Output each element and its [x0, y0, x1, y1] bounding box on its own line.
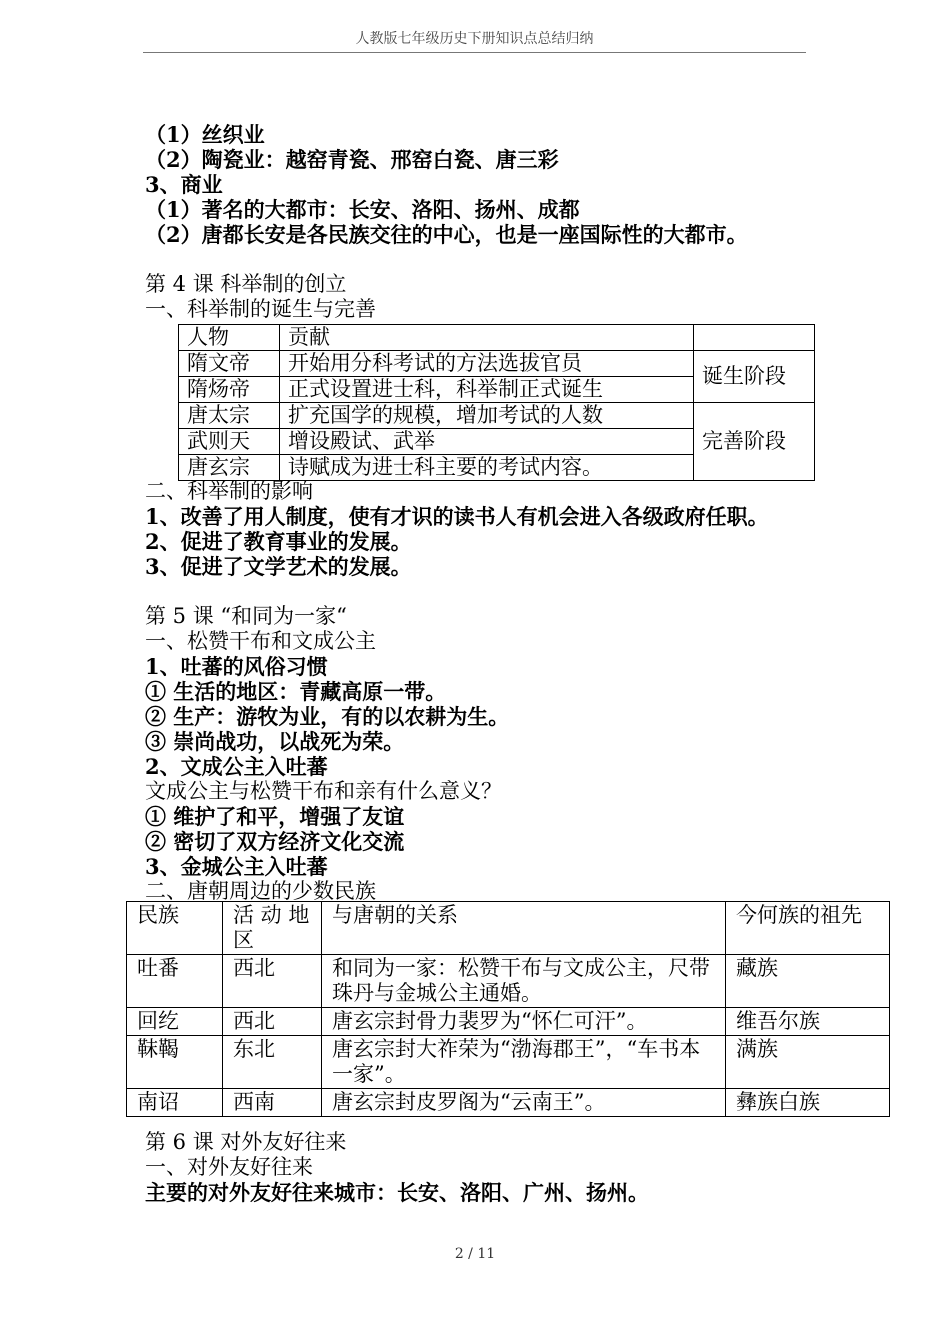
- ethnic-table: [126, 901, 890, 1117]
- text-line: ① 生活的地区：青藏高原一带。: [145, 679, 447, 704]
- stage-cell: 诞生阶段: [694, 351, 815, 403]
- ancestor-cell: 彝族白族: [726, 1089, 890, 1117]
- ethnic-cell: 靺鞨: [127, 1036, 223, 1089]
- lesson-4-part1-heading: 一、科举制的诞生与完善: [145, 297, 376, 321]
- ethnic-cell: 南诏: [127, 1089, 223, 1117]
- relation-cell: 唐玄宗封皮罗阁为“云南王”。: [322, 1089, 726, 1117]
- lesson-4-part2-heading: 二、科举制的影响: [145, 479, 313, 503]
- text-line: 文成公主与松赞干布和亲有什么意义？: [145, 779, 502, 803]
- keju-table: [178, 324, 815, 481]
- text-line: （1）丝织业: [145, 122, 265, 147]
- page-header: 人教版七年级历史下册知识点总结归纳: [143, 28, 806, 53]
- header-cell: 民族: [127, 902, 223, 955]
- header-cell: [694, 325, 815, 351]
- ancestor-cell: 藏族: [726, 955, 890, 1008]
- table-row: [127, 1008, 890, 1036]
- lesson-5-part1-heading: 一、松赞干布和文成公主: [145, 629, 376, 653]
- lesson-5-title: 第 5 课 “和同为一家“: [145, 604, 347, 628]
- person-cell: 唐太宗: [179, 403, 280, 429]
- region-cell: 西北: [223, 1008, 322, 1036]
- relation-cell: 唐玄宗封大祚荣为“渤海郡王”，“车书本一家”。: [322, 1036, 726, 1089]
- text-line: 3、商业: [145, 172, 223, 197]
- text-line: ① 维护了和平，增强了友谊: [145, 804, 405, 829]
- contribution-cell: 增设殿试、武举: [280, 429, 694, 455]
- person-cell: 武则天: [179, 429, 280, 455]
- person-cell: 隋文帝: [179, 351, 280, 377]
- document-body: [145, 122, 825, 322]
- region-cell: 西北: [223, 955, 322, 1008]
- contribution-cell: 正式设置进士科，科举制正式诞生: [280, 377, 694, 403]
- header-cell: 人物: [179, 325, 280, 351]
- header-cell: 贡献: [280, 325, 694, 351]
- text-line: ③ 崇尚战功，以战死为荣。: [145, 729, 405, 754]
- lesson-4-title: 第 4 课 科举制的创立: [145, 272, 347, 296]
- text-line: ② 生产：游牧为业，有的以农耕为生。: [145, 704, 510, 729]
- ancestor-cell: 维吾尔族: [726, 1008, 890, 1036]
- table-header-row: [179, 325, 815, 351]
- table-row: [127, 1036, 890, 1089]
- region-cell: 西南: [223, 1089, 322, 1117]
- document-body-3: [145, 1130, 825, 1205]
- text-line: ② 密切了双方经济文化交流: [145, 829, 405, 854]
- table-row: [179, 351, 815, 377]
- contribution-cell: 诗赋成为进士科主要的考试内容。: [280, 455, 694, 481]
- text-line: 主要的对外友好往来城市：长安、洛阳、广州、扬州。: [145, 1180, 649, 1205]
- text-line: 3、促进了文学艺术的发展。: [145, 554, 412, 579]
- relation-cell: 和同为一家：松赞干布与文成公主，尺带珠丹与金城公主通婚。: [322, 955, 726, 1008]
- header-cell: 活 动 地 区: [223, 902, 322, 955]
- header-cell: 与唐朝的关系: [322, 902, 726, 955]
- table-header-row: [127, 902, 890, 955]
- person-cell: 隋炀帝: [179, 377, 280, 403]
- lesson-6-title: 第 6 课 对外友好往来: [145, 1130, 347, 1154]
- text-line: 1、改善了用人制度，使有才识的读书人有机会进入各级政府任职。: [145, 504, 769, 529]
- stage-cell: 完善阶段: [694, 403, 815, 481]
- page-number: 2 / 11: [454, 1246, 496, 1262]
- lesson-5-part2-heading: 二、唐朝周边的少数民族: [145, 879, 376, 903]
- ethnic-cell: 吐番: [127, 955, 223, 1008]
- text-line: 3、金城公主入吐蕃: [145, 854, 328, 879]
- document-body-2: [145, 479, 825, 904]
- text-line: 2、促进了教育事业的发展。: [145, 529, 412, 554]
- text-line: （1）著名的大都市：长安、洛阳、扬州、成都: [145, 197, 580, 222]
- text-line: （2）陶瓷业：越窑青瓷、邢窑白瓷、唐三彩: [145, 147, 559, 172]
- relation-cell: 唐玄宗封骨力裴罗为“怀仁可汗”。: [322, 1008, 726, 1036]
- ethnic-cell: 回纥: [127, 1008, 223, 1036]
- ancestor-cell: 满族: [726, 1036, 890, 1089]
- region-cell: 东北: [223, 1036, 322, 1089]
- text-line: 1、吐蕃的风俗习惯: [145, 654, 328, 679]
- header-cell: 今何族的祖先: [726, 902, 890, 955]
- person-cell: 唐玄宗: [179, 455, 280, 481]
- lesson-6-part1-heading: 一、对外友好往来: [145, 1155, 313, 1179]
- table-row: [179, 403, 815, 429]
- table-row: [127, 1089, 890, 1117]
- table-row: [127, 955, 890, 1008]
- text-line: 2、文成公主入吐蕃: [145, 754, 328, 779]
- contribution-cell: 开始用分科考试的方法选拔官员: [280, 351, 694, 377]
- contribution-cell: 扩充国学的规模，增加考试的人数: [280, 403, 694, 429]
- text-line: （2）唐都长安是各民族交往的中心，也是一座国际性的大都市。: [145, 222, 748, 247]
